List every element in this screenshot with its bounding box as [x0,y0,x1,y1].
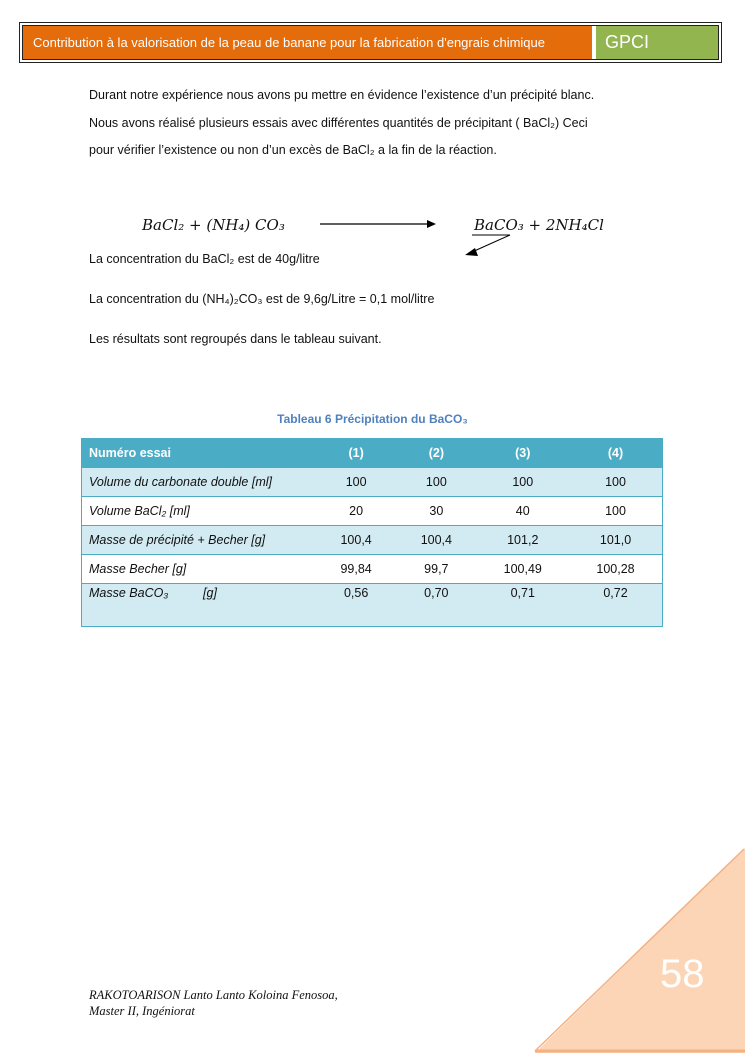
table-row [82,468,663,497]
row-label: Volume du carbonate double [ml] [82,468,317,497]
page-header [19,22,722,63]
table-cell: 0,70 [396,584,476,627]
table-cell: 100,28 [569,555,662,584]
table-cell: 0,72 [569,584,662,627]
page-corner-triangle [530,846,745,1053]
table-cell: 100,4 [396,526,476,555]
table-cell: 40 [476,497,569,526]
row-label: Masse Becher [g] [82,555,317,584]
footer-author: RAKOTOARISON Lanto Lanto Koloina Fenosoa, [89,988,338,1002]
note-bacl2: La concentration du BaCl₂ est de 40g/litre [89,252,320,266]
table-caption: Tableau 6 Précipitation du BaCO₃ [277,412,468,426]
equation-reactants: BaCl₂ + (NH₄) CO₃ [142,216,285,234]
table-cell: 30 [396,497,476,526]
note-carbonate: La concentration du (NH₄)₂CO₃ est de 9,6g/Litre = 0,1 mol/litre [89,292,435,306]
row-label: Volume BaCl₂ [ml] [82,497,317,526]
table-cell: 100,49 [476,555,569,584]
results-table [81,438,663,627]
header-tag: GPCI [596,26,718,59]
table-cell: 100 [476,468,569,497]
table-header-cell: Numéro essai [82,439,317,468]
footer-degree: Master II, Ingéniorat [89,1004,195,1018]
table-cell: 100 [569,497,662,526]
table-header-cell: (1) [316,439,396,468]
reaction-arrow-icon [310,214,450,260]
table-cell: 100 [316,468,396,497]
table-cell: 20 [316,497,396,526]
table-cell: 101,0 [569,526,662,555]
table-header-row [82,439,663,468]
table-header-cell: (3) [476,439,569,468]
equation-products: BaCO₃ + 2NH₄Cl [474,216,604,234]
precipitate-arrow-icon [460,230,520,260]
footer-author-block [89,987,338,1019]
table-cell: 100 [569,468,662,497]
table-cell: 100 [396,468,476,497]
table-row [82,526,663,555]
row-label: Masse de précipité + Becher [g] [82,526,317,555]
table-cell: 99,84 [316,555,396,584]
table-cell: 0,56 [316,584,396,627]
intro-line-1: Durant notre expérience nous avons pu mettre en évidence l’existence d’un précipité blanc. [89,88,595,102]
page-number: 58 [660,952,705,996]
table-cell: 99,7 [396,555,476,584]
table-row [82,497,663,526]
table-header-cell: (2) [396,439,476,468]
table-row [82,555,663,584]
header-title: Contribution à la valorisation de la peau de banane pour la fabrication d'engrais chimique [23,26,592,59]
table-cell: 0,71 [476,584,569,627]
table-header-cell: (4) [569,439,662,468]
intro-line-2: Nous avons réalisé plusieurs essais avec différentes quantités de précipitant ( BaCl₂) Ceci [89,116,588,130]
intro-line-3: pour vérifier l’existence ou non d’un excès de BaCl₂ a la fin de la réaction. [89,143,497,157]
table-row [82,584,663,627]
row-label: Masse BaCO₃ [g] [82,584,317,627]
table-cell: 100,4 [316,526,396,555]
table-cell: 101,2 [476,526,569,555]
note-results: Les résultats sont regroupés dans le tableau suivant. [89,332,382,346]
